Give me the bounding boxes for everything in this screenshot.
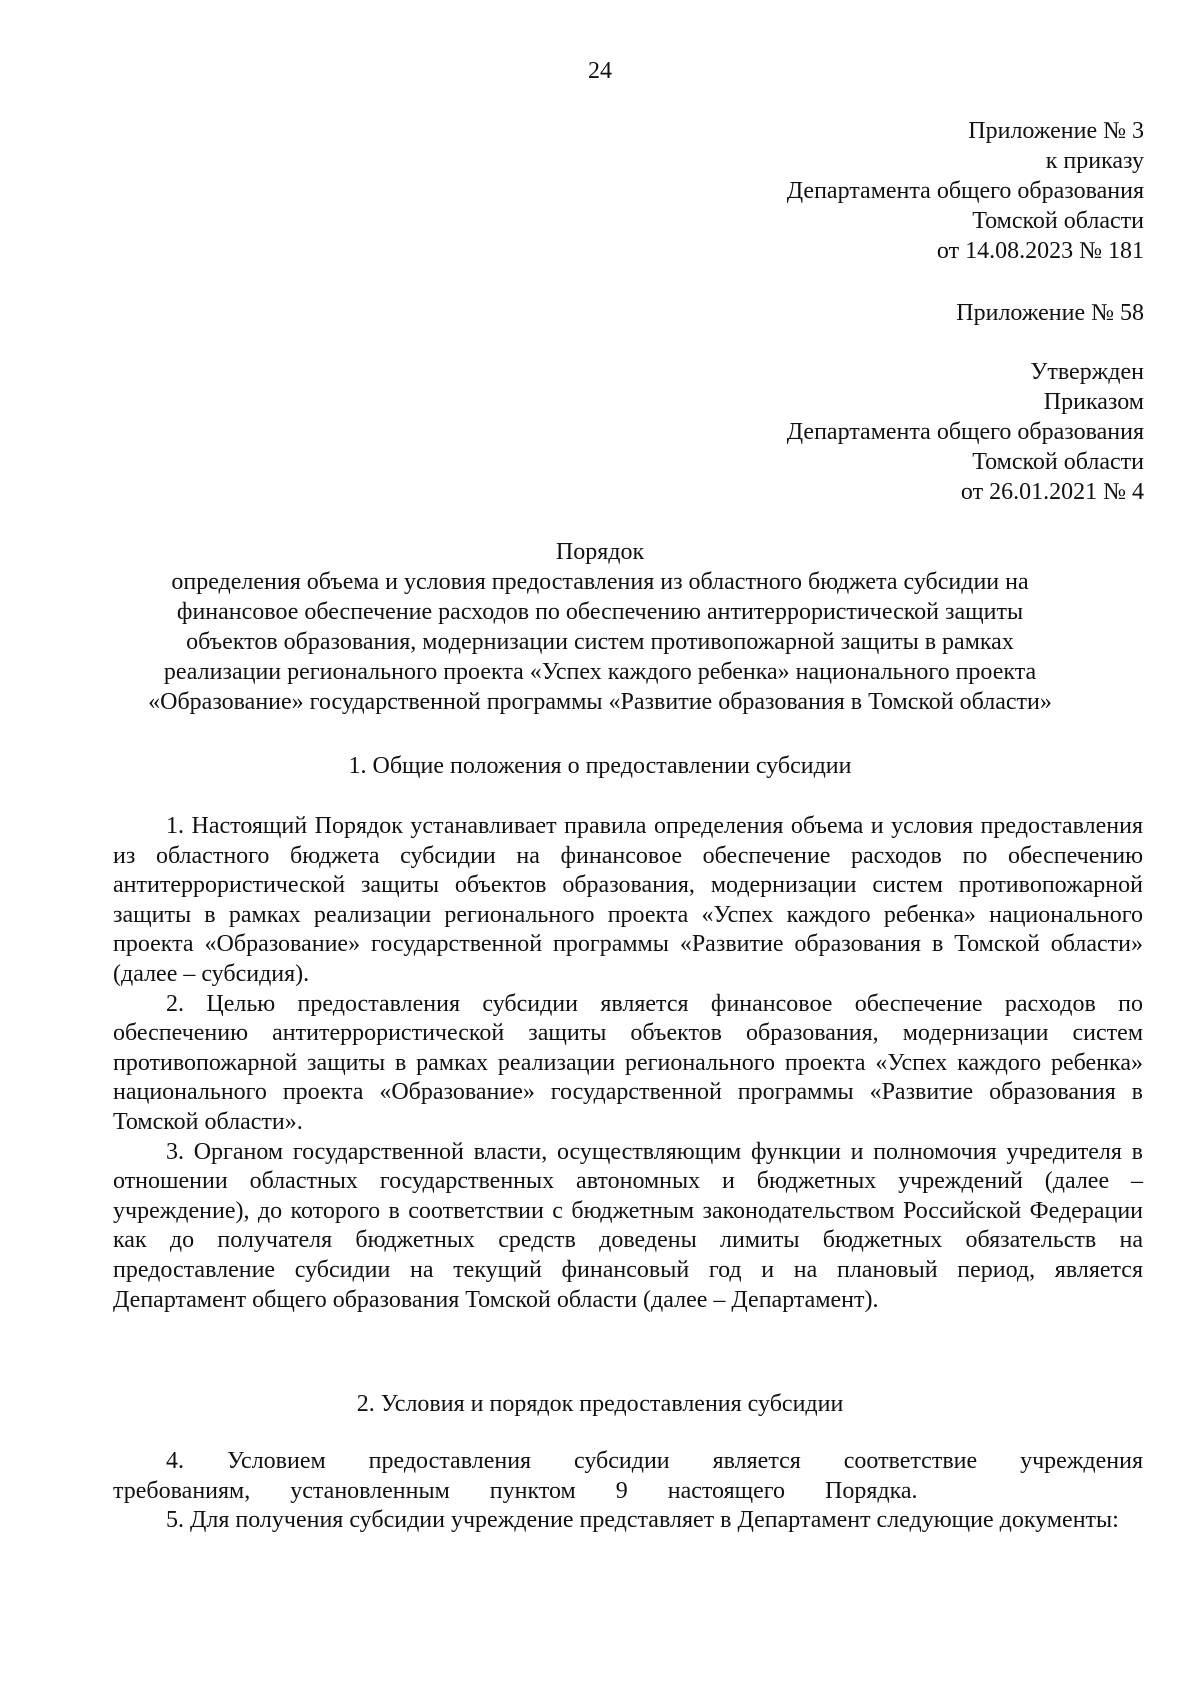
approval-line: Утвержден (1030, 359, 1144, 385)
paragraph-4: 4. Условием предоставления субсидии является соответствие учреждения требованиям, установленным пунктом 9 настоящего Порядка. (113, 1448, 1143, 1504)
appendix-3-line: к приказу (1045, 148, 1144, 174)
appendix-58-header (956, 298, 1144, 328)
title-line: определения объема и условия предоставления из областного бюджета субсидии на (171, 569, 1029, 595)
approval-header (787, 357, 1144, 507)
section-1-body (113, 812, 1143, 1315)
appendix-3-line: от 14.08.2023 № 181 (936, 238, 1144, 264)
paragraph-3: 3. Органом государственной власти, осуществляющим функции и полномочия учредителя в отношении областных государственных автономных и бюджетных учреждений (далее – учреждение), до которого в соответствии с бюджетным законодательством Российской Федерации как до получателя бюджетных средств доведены лимиты бюджетных обязательств на предоставление субсидии на текущий финансовый год и на плановый период, является Департамент общего образования Томской области (далее – Департамент). (113, 1138, 1143, 1313)
title-line: «Образование» государственной программы «Развитие образования в Томской области» (148, 689, 1052, 715)
section-2-heading: 2. Условия и порядок предоставления субсидии (356, 1391, 844, 1417)
approval-line: от 26.01.2021 № 4 (960, 479, 1144, 505)
appendix-3-line: Приложение № 3 (968, 118, 1144, 144)
document-title (60, 537, 1140, 717)
appendix-3-line: Департамента общего образования (786, 178, 1144, 204)
appendix-58-line: Приложение № 58 (956, 300, 1144, 326)
approval-line: Департамента общего образования (786, 419, 1144, 445)
appendix-3-header (787, 116, 1144, 266)
appendix-3-line: Томской области (972, 208, 1144, 234)
paragraph-1: 1. Настоящий Порядок устанавливает правила определения объема и условия предоставления из областного бюджета субсидии на финансовое обеспечение расходов по обеспечению антитеррористической защиты объектов образования, модернизации систем противопожарной защиты в рамках реализации регионального проекта «Успех каждого ребенка» национального проекта «Образование» государственной программы «Развитие образования в Томской области» (далее – субсидия). (113, 813, 1143, 987)
page-number: 24 (588, 58, 612, 84)
approval-line: Томской области (972, 449, 1144, 475)
section-2-body (113, 1447, 1143, 1536)
title-line: реализации регионального проекта «Успех каждого ребенка» национального проекта (163, 659, 1037, 685)
paragraph-5: 5. Для получения субсидии учреждение представляет в Департамент следующие документы: (166, 1507, 1119, 1534)
title-heading: Порядок (555, 539, 645, 565)
title-line: объектов образования, модернизации систем противопожарной защиты в рамках (186, 629, 1014, 655)
title-line: финансовое обеспечение расходов по обеспечению антитеррористической защиты (176, 599, 1024, 625)
paragraph-2: 2. Целью предоставления субсидии является финансовое обеспечение расходов по обеспечению антитеррористической защиты объектов образования, модернизации систем противопожарной защиты в рамках реализации регионального проекта «Успех каждого ребенка» национального проекта «Образование» государственной программы «Развитие образования в Томской области». (113, 990, 1143, 1135)
approval-line: Приказом (1043, 389, 1144, 415)
section-1-heading: 1. Общие положения о предоставлении субсидии (348, 753, 852, 779)
